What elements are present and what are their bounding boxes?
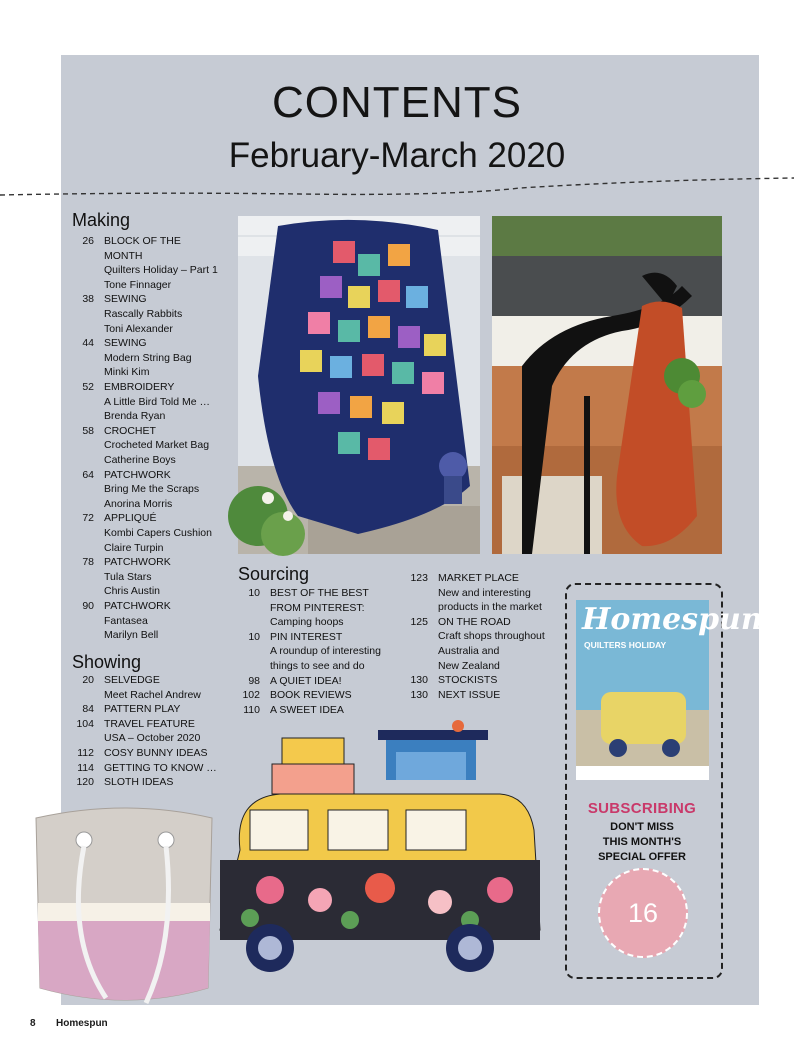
toc-page-number: 102: [242, 689, 260, 702]
toc-category: APPLIQUÉ: [104, 512, 157, 525]
subscribe-line-1: DON'T MISS: [610, 821, 674, 833]
toc-detail: Bring Me the Scraps: [104, 483, 200, 496]
toc-detail: Crocheted Market Bag: [104, 439, 210, 452]
toc-entry-body: [104, 511, 212, 555]
toc-page-number: 104: [76, 717, 94, 730]
toc-page-number: 78: [82, 556, 94, 569]
toc-detail: Catherine Boys: [104, 453, 176, 466]
toc-detail: Tula Stars: [104, 570, 152, 583]
subscribe-title: SUBSCRIBING: [587, 800, 697, 817]
toc-entry-body: [104, 599, 171, 643]
toc-detail: Rascally Rabbits: [104, 307, 183, 320]
toc-entry-body: [104, 673, 201, 702]
toc-entry-body: [104, 424, 209, 468]
toc-entry-body: [438, 673, 497, 688]
subscribe-page-badge[interactable]: 16: [598, 868, 688, 958]
toc-detail: Chris Austin: [104, 585, 161, 598]
toc-entry-body: [104, 775, 173, 790]
toc-category: BEST OF THE BEST: [270, 587, 369, 599]
toc-detail: Camping hoops: [270, 616, 344, 629]
toc-category: PATCHWORK: [104, 600, 171, 612]
toc-detail: USA – October 2020: [104, 732, 201, 745]
toc-detail: New and interesting: [438, 586, 531, 599]
toc-detail: Modern String Bag: [104, 351, 192, 364]
toc-page-number: 64: [82, 468, 94, 481]
making-heading: Making: [72, 210, 131, 230]
toc-category: SEWING: [104, 293, 147, 306]
showing-heading: Showing: [72, 652, 142, 672]
toc-category: PATCHWORK: [104, 556, 171, 569]
toc-page-number: 20: [82, 674, 94, 686]
quilt-photo[interactable]: [238, 216, 480, 554]
toc-entry-body: [104, 717, 200, 746]
toc-detail: Marilyn Bell: [104, 629, 159, 642]
toc-category: A QUIET IDEA!: [270, 674, 342, 687]
toc-entry-body: [438, 615, 545, 673]
toc-entry-body: [438, 571, 542, 615]
toc-entry-body: [104, 234, 218, 292]
toc-page-number: 130: [410, 688, 428, 701]
subscribe-line-3: SPECIAL OFFER: [598, 851, 686, 863]
pink-bag-photo: [26, 798, 222, 1012]
toc-page-number: 120: [76, 776, 94, 789]
toc-entry-body: [270, 674, 342, 689]
toc-page-number: 58: [82, 424, 94, 437]
toc-category: GETTING TO KNOW …: [104, 761, 217, 774]
toc-detail: A roundup of interesting: [270, 645, 381, 658]
toc-category: SLOTH IDEAS: [104, 776, 174, 789]
toc-page-number: 10: [248, 587, 260, 599]
toc-entry-body: [104, 555, 171, 599]
toc-page-number: 10: [248, 630, 260, 643]
toc-category: EMBROIDERY: [104, 381, 175, 393]
toc-page-number: 110: [243, 703, 260, 716]
toc-page-number: 72: [82, 512, 94, 525]
toc-entry-body: [104, 746, 207, 761]
toc-detail: Brenda Ryan: [104, 410, 166, 423]
toc-page-number: 38: [82, 293, 94, 306]
page-title: CONTENTS: [272, 78, 522, 127]
crochet-bag-photo[interactable]: [492, 216, 722, 554]
toc-detail: Australia and: [438, 644, 500, 657]
subscribe-line-2: THIS MONTH'S: [602, 836, 682, 848]
toc-page-number: 90: [82, 600, 94, 612]
toc-detail: products in the market: [438, 601, 542, 614]
toc-entry-body: [104, 468, 199, 512]
toc-category: CROCHET: [104, 424, 156, 437]
toc-detail: A Little Bird Told Me …: [104, 395, 211, 408]
toc-page-number: 98: [248, 674, 260, 687]
magazine-name: Homespun: [56, 1018, 108, 1029]
issue-date: February-March 2020: [228, 136, 566, 175]
toc-category: BOOK REVIEWS: [270, 689, 352, 702]
toc-category: PIN INTEREST: [270, 630, 343, 643]
toc-detail: Quilters Holiday – Part 1: [104, 264, 218, 277]
toc-category: SELVEDGE: [104, 674, 160, 686]
toc-page-number: 52: [82, 381, 94, 393]
toc-category: NEXT ISSUE: [438, 688, 501, 701]
toc-entry-body: [270, 630, 381, 674]
toc-detail: New Zealand: [438, 659, 500, 672]
toc-category: BLOCK OF THE MONTH: [104, 235, 181, 262]
subscribe-text: [565, 820, 719, 865]
toc-entry-body: [270, 586, 369, 630]
kombi-van-illustration: [210, 720, 550, 980]
toc-detail: things to see and do: [270, 659, 365, 672]
toc-detail: Kombi Capers Cushion: [104, 526, 212, 539]
toc-detail: Claire Turpin: [104, 541, 164, 554]
toc-detail: Toni Alexander: [104, 322, 173, 335]
toc-category: COSY BUNNY IDEAS: [104, 747, 208, 759]
magazine-cover-title: Homespun: [582, 602, 763, 637]
toc-page-number: 123: [410, 572, 428, 584]
toc-detail: Minki Kim: [104, 366, 150, 379]
toc-entry-body: [270, 688, 352, 703]
toc-entry-body: [104, 702, 180, 717]
toc-detail: Craft shops throughout: [438, 630, 545, 643]
toc-entry-body: [104, 336, 192, 380]
toc-page-number: 84: [82, 703, 94, 716]
toc-page-number: 130: [410, 674, 428, 687]
toc-category: STOCKISTS: [438, 674, 498, 687]
toc-category: A SWEET IDEA: [270, 703, 344, 716]
toc-detail: Tone Finnager: [104, 278, 172, 291]
toc-entry-body: [438, 688, 500, 703]
toc-detail: FROM PINTEREST:: [270, 601, 365, 614]
toc-category: PATTERN PLAY: [104, 703, 181, 716]
toc-category: TRAVEL FEATURE: [104, 717, 195, 730]
toc-category: SEWING: [104, 337, 147, 350]
toc-page-number: 26: [82, 235, 94, 247]
page-number: 8: [30, 1018, 36, 1029]
toc-category: PATCHWORK: [104, 468, 171, 481]
toc-page-number: 114: [77, 761, 94, 774]
toc-detail: Meet Rachel Andrew: [104, 688, 201, 701]
magazine-cover-subtitle: QUILTERS HOLIDAY: [584, 640, 667, 650]
toc-detail: Anorina Morris: [104, 497, 173, 510]
toc-entry-body: [104, 292, 182, 336]
toc-entry-body: [104, 380, 210, 424]
toc-page-number: 44: [82, 337, 94, 350]
sourcing-heading: Sourcing: [238, 564, 310, 584]
toc-page-number: 112: [77, 747, 94, 759]
magazine-cover[interactable]: [576, 600, 763, 780]
toc-category: MARKET PLACE: [438, 572, 519, 584]
toc-detail: Fantasea: [104, 614, 148, 627]
toc-category: ON THE ROAD: [438, 615, 511, 628]
toc-page-number: 125: [410, 615, 428, 628]
toc-entry-body: [270, 703, 344, 718]
toc-entry-body: [104, 761, 217, 776]
